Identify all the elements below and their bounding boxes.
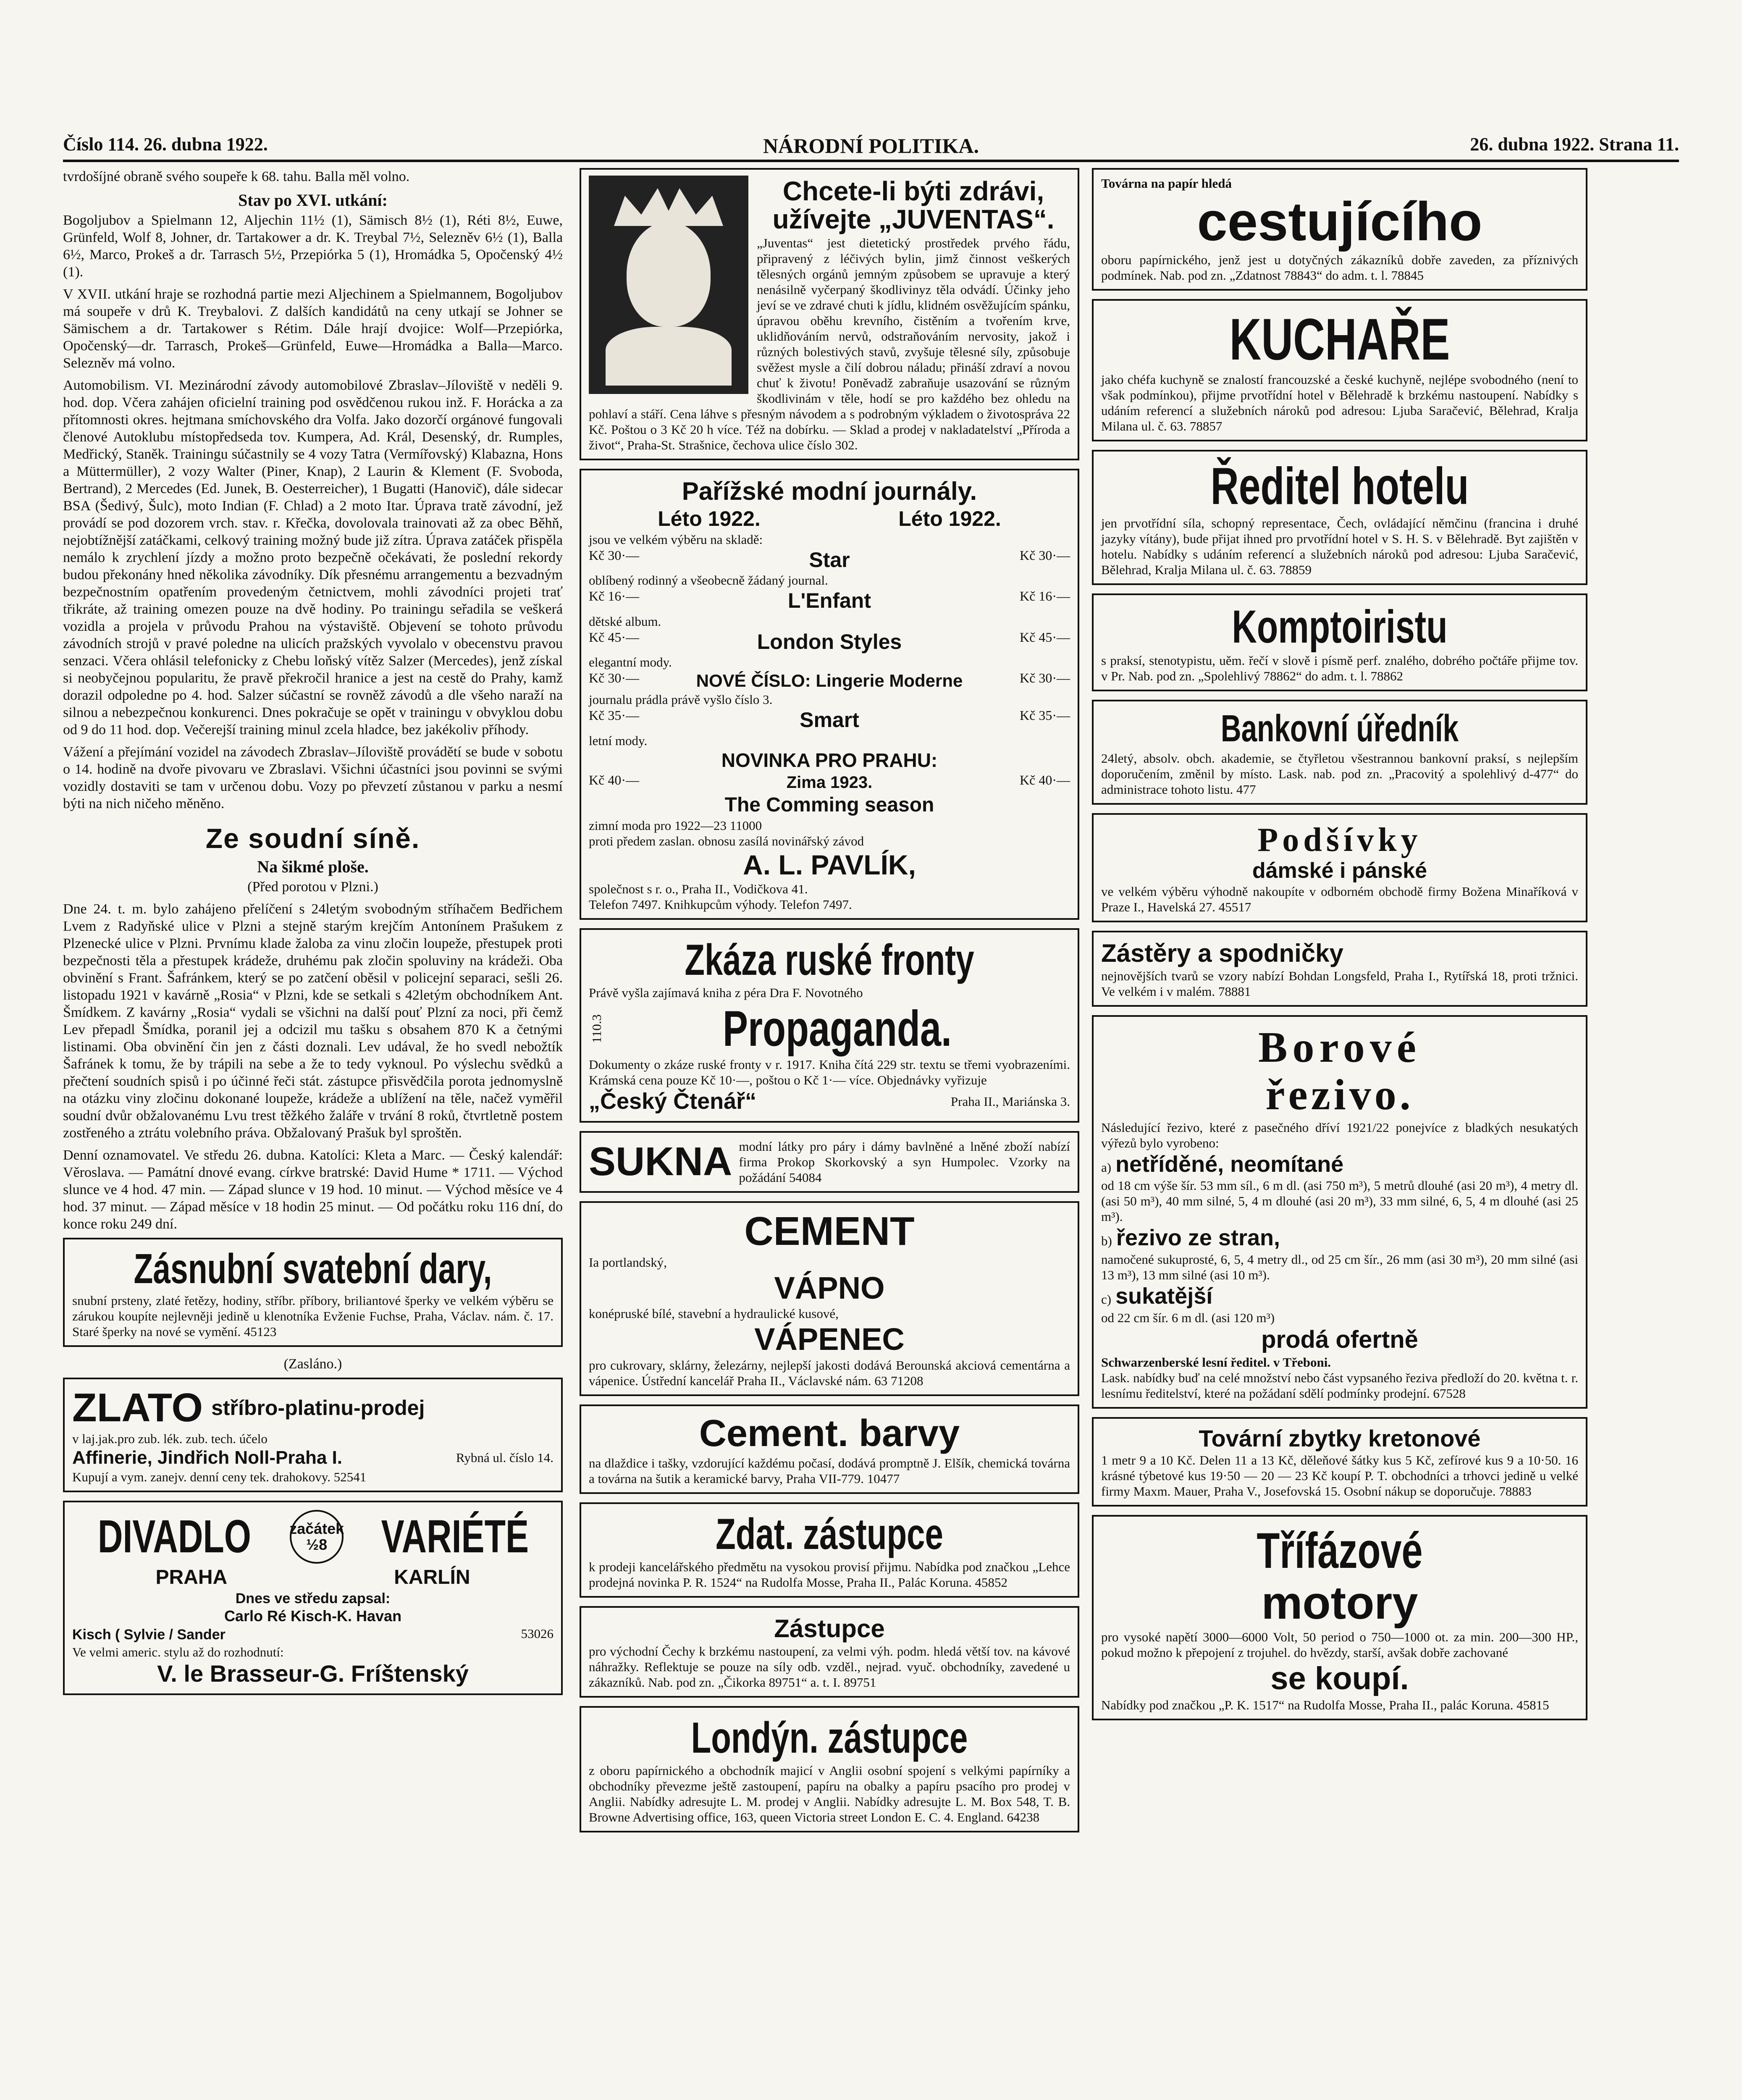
ad-motory [1092, 1515, 1587, 1720]
journal-3-name: London Styles [757, 630, 902, 654]
automobil-weighing: Vážení a přejímání vozidel na závodech Zbraslav–Jíloviště provádětí se bude v sobotu o 14. hodině na dvoře pivovaru ve Zbraslavi. Všichni účastníci jsou povinni se svými vozidly dostaviti se tam v určenou dobu. Vozy po převzetí zůstanou v parku a nesmí býti na nich ničeho měněno. [63, 744, 563, 811]
ad-journals-order: proti předem zaslan. obnosu zasílá novinářský závod [589, 833, 864, 848]
ad-zastery-title: Zástěry a spodničky [1101, 939, 1343, 968]
ad-reditel [1092, 450, 1587, 585]
journal-6-price: Kč 40·— [589, 772, 639, 788]
ad-zastery [1092, 931, 1587, 1007]
ad-cement-vapenec: VÁPENEC [754, 1322, 905, 1357]
ad-cement-text: pro cukrovary, sklárny, železárny, nejlepší jakosti dodává Berounská akciová cementárna a vápenice. Ústřední kancelář Praha II., Václavské nám. 63 71208 [589, 1358, 1070, 1388]
ad-zastupce-text: k prodeji kancelářského předmětu na vysokou provisí přijmu. Nabídka pod značkou „Lehce prodejná novinka P. R. 1524“ na Rudolfa Mosse, Praha II., Palác Koruna. 45852 [589, 1559, 1070, 1590]
ad-cement-sub: Ia portlandský, [589, 1255, 667, 1270]
ad-barvy-text: na dlaždice i tašky, vzdorující každému počasí, dodává promptně J. Elšík, chemická továrna a továrna na šutik a keramické barvy, Praha VII-779. 10477 [589, 1455, 1070, 1486]
automobil-article: Automobilism. VI. Mezinárodní závody automobilové Zbraslav–Jíloviště v neděli 9. hod. dop. Včera zahájen oficielní training pod osvědčenou rukou inž. F. Horácka a za přítomnosti okres. hejtmana smíchovského dra Volfa. Jako dozorčí orgánové fungovali členové Autoklubu místopředseda tov. Kumpera, Ad. Král, Desenský, dr. Rumples, Medřický, Staněk. Trainingu súčastnily se 4 vozy Tatra (Vermířovský) Klabazna, Hons a Müttermüller), 2 vozy Walter (Piner, Knap), 2 Laurin & Klement (F. Svoboda, Bertrand), 2 Mercedes (Ed. Junek, B. Oesterreicher), 1 Bugatti (Hanovič), dále sidecar BSA (Šedivý, Šulc), moto Indian (F. Chlad) a 2 moto Itar. Úprava tratě závodní, jež provádí se pod dozorem vrch. stav. r. Křečka, dovolovala trainovati až za obec Běhň, nejobtížnější zatáčkami, celkový training možný bude již zítra. Úprava zatáček přispěla nemálo k zrychlení jízdy a možno proto bezpečně očekávati, že poslední rekordy budou překonány hned několika závodníky. Dík přesnému arrangementu a bezvadným bezpečnostním opatřením provedeným četnictvem, mohli závodníci projeti trať třikráte, až training omezen pouze na dvě hodiny. Po trainingu seřadila se veškerá vozidla a projela v průvodu Prahou na výstaviště. Objevení se tohoto průvodu závodních strojů v pravé poledne na ulicích pražských vyvolalo v obecenstvu pravou senzaci. Včera ohlásil telefonicky z Chebu loňský vítěz Salzer (Mercedes), jenž získal si neobyčejnou popularitu, že pravě překročil hranice a jest na cestě do Prahy, kamž dorazil odpoledne po 4. hod. Salzer súčastní se rovněž závodů a dle všeho naraží na silnou a nebezpečnou konkurenci. Dnes pokračuje se opět v trainingu v obvyklou dobu od 9 do 11 hod. dop. Večerejší training minul zcela hladce, bez jakékoliv příhody. [63, 378, 563, 738]
chess-standings: Bogoljubov a Spielmann 12, Aljechin 11½ (1), Sämisch 8½ (1), Réti 8½, Euwe, Grünfeld, Wolf 8, Johner, dr. Tartakower a dr. K. Treybal 7½, Selezněv 6½ (1), Balla 6½, Marco, Prokeš a dr. Tarrasch 5½, Przepiórka 5 (1), Hromádka 5, Opočenský 4½ (1). [63, 213, 563, 280]
ad-cest-title: cestujícího [1197, 191, 1482, 252]
court-article: Dne 24. t. m. bylo zahájeno přelíčení s 24letým svobodným stříhačem Bedřichem Lvem z Radyňské ulice v Plzni a stejně starým krejčím Antonínem Prašukem z Plzenecké ulice v Plzni. Prvnímu klade žaloba za vinu zločin loupeže, přestupek proti bezpečnosti těla a přestupek krádeže, druhému pak zločin spoluviny na krádeži. Oba obvinění s Frant. Šafránkem, který se po zatčení oběsil v policejní separaci, sešli 26. listopadu 1921 v kavárně „Rosia“ v Plzni, kde se setkali s 42letým obchodníkem Ant. Šmídkem. Z kavárny „Rosia“ vydali se všichni na další pouť Plzní za noci, při čemž Lev přepadl Šmídka, poranil jej a odcizil mu tašku s obsahem 870 K a četnými listinami. Oba obvinění čin jen z části doznali. Lev udával, že ho svedl nebožtík Šafránek k tomu, že by trápili na sebe a že to tedy vyknoul. Po výslechu svědků a přečtení soudních spisů i po účinné řeči stát. zástupce přisvědčila porota jednomyslně na otázku viny zločinu dokonané loupeže, krádeže a ublížení na těle, načež vyměřil soudní dvůr obžalovanému Lvu trest těžkého žaláře v trvání 8 roků, čtvrtletně postem zostřeného a ztrátu volebního práva. Obžalovaný Prašuk byl sproštěn. [63, 901, 563, 1141]
journal-1-desc: oblíbený rodinný a všeobecně žádaný journal. [589, 573, 828, 588]
journal-6-name: The Comming season [724, 794, 934, 816]
ad-bor-a-label: a) [1101, 1160, 1112, 1175]
ad-zastupce [580, 1502, 1079, 1598]
ad-bor-intro: Následující řezivo, které z pasečného dříví 1921/22 ponejvíce z bladkých nesukatých výřezů bylo vyrobeno: [1101, 1120, 1578, 1150]
ad-motor-buy: se koupí. [1270, 1660, 1409, 1696]
ad-kuch-title: KUCHAŘE [1229, 306, 1450, 372]
ad-zastupce-2-title: Zástupce [774, 1614, 885, 1643]
ad-gold-sub: stříbro-platinu-prodej [211, 1396, 425, 1420]
journal-5-price-right: Kč 35·— [1020, 708, 1070, 723]
journal-5-name: Smart [800, 708, 859, 732]
ad-motor-title-2: motory [1261, 1577, 1418, 1629]
ad-gold-addr: Rybná ul. číslo 14. [456, 1450, 554, 1465]
ad-zastery-text: nejnovějších tvarů se vzory nabízí Bohdan Longsfeld, Praha I., Rytířská 18, proti tržnici. Ve velkém i v malém. 78881 [1101, 969, 1578, 999]
ad-borove [1092, 1015, 1587, 1408]
masthead-title: NÁRODNÍ POLITIKA. [763, 134, 979, 158]
ad-gold [63, 1378, 563, 1492]
ad-cement-vapno: VÁPNO [774, 1270, 885, 1305]
ad-zkaza [580, 928, 1079, 1123]
ad-theatre-right: VARIÉTÉ [381, 1511, 529, 1563]
ad-journals-intro: jsou ve velkém výběru na skladě: [589, 532, 763, 547]
journal-1-price-right: Kč 30·— [1020, 547, 1070, 563]
ad-bor-text: Lask. nabídky buď na celé množství nebo část vypsaného řeziva předloží do 20. května t. r. lesnímu ředitelství, které na požádaní sdělí podmínky prodejní. 67528 [1101, 1370, 1578, 1401]
ad-cest-text: oboru papírnického, jenž jest u dotyčných zákazníků dobře zaveden, za příznivých podmínek. Nab. pod zn. „Zdatnost 78843“ do adm. t. l. 78845 [1101, 252, 1578, 283]
journal-6-price-right: Kč 40·— [1020, 772, 1070, 788]
ad-sukna-title: SUKNA [589, 1139, 732, 1184]
ad-pods-title: Podšívky [1257, 821, 1422, 858]
journal-4-price: Kč 30·— [589, 670, 639, 686]
ad-theatre [63, 1501, 563, 1695]
ad-rings-title: Zásnubní svatební dary, [134, 1245, 492, 1292]
ad-motor-title: Třífázové [1257, 1522, 1423, 1579]
ad-pods-text: ve velkém výběru výhodně nakoupíte v odborném obchodě firmy Božena Minaříková v Praze I., Havelská 27. 45517 [1101, 884, 1578, 915]
daily-calendar: Denní oznamovatel. Ve středu 26. dubna. Katolíci: Kleta a Marc. — Český kalendář: Věroslava. — Památní dnové evang. církve bratrské: David Hume * 1711. — Východ slunce ve 4 hod. 47 min. — Západ slunce v 19 hod. 10 minut. — Východ měsíce ve 4 hod. 37 minut. — Západ měsíce v 18 hodin 25 minut. — Od počátku roku 116 dní, do konce roku 249 dní. [63, 1147, 563, 1232]
ad-kuchare [1092, 299, 1587, 441]
ad-journals-tel: Telefon 7497. Knihkupcům výhody. Telefon 7497. [589, 897, 852, 912]
ad-juventas [580, 168, 1079, 460]
ad-pods-sub: dámské i pánské [1252, 858, 1427, 883]
chess-round: V XVII. utkání hraje se rozhodná partie mezi Aljechinem a Spielmannem, Bogoljubov má soupeře v drů K. Treybalovi. Z dalších kandidátů na ceny utkají se Johner se Sämischem a dr. Tartakower s Rétim. Dále hrají dvojice: Wolf—Przepiórka, Opočenský—dr. Tarrasch, Prokeš—Grünfeld, Euwe—Hromádka a Balla—Marco. Selezněv má volno. [63, 286, 563, 371]
ad-gold-text: v laj.jak.pro zub. lék. zub. tech. účelo [72, 1431, 268, 1446]
column-left [63, 168, 563, 1704]
ad-motor-addr: Nabídky pod značkou „P. K. 1517“ na Rudolfa Mosse, Praha II., palác Koruna. 45815 [1101, 1697, 1549, 1712]
ad-zkaza-num: 110.3 [589, 1014, 604, 1043]
ad-zkaza-text: Dokumenty o zkáze ruské fronty v r. 1917. Kniha čítá 229 str. textu se třemi vyobrazeními. Krámská cena pouze Kč 10·—, poštou o Kč 1·— více. Objednávky vyřizuje [589, 1057, 1070, 1088]
court-title: Ze soudní síně. [205, 823, 420, 854]
issue-number: Číslo 114. 26. dubna 1922. [63, 134, 268, 155]
ad-cement-vapno-text: konépruské bílé, stavební a hydraulické kusové, [589, 1306, 839, 1321]
header-rule [63, 160, 1679, 162]
journal-3-price-right: Kč 45·— [1020, 629, 1070, 645]
journal-3-desc: elegantní mody. [589, 655, 672, 670]
journal-4-price-right: Kč 30·— [1020, 670, 1070, 686]
ad-barvy [580, 1404, 1079, 1494]
ad-sukna [580, 1131, 1079, 1193]
ad-theatre-left: DIVADLO [97, 1511, 251, 1563]
ad-theatre-role: Kisch ( Sylvie / Sander [72, 1626, 226, 1643]
journal-5-desc: letní mody. [589, 733, 648, 748]
ad-theatre-num: 53026 [521, 1626, 554, 1641]
ad-cestujiciho [1092, 168, 1587, 291]
ad-komp-title: Komptoiristu [1232, 601, 1448, 653]
ad-komp-text: s praksí, stenotypistu, uěm. řečí v slově i písmě perf. znalého, dobrého počtáře přijme tov. v Pr. Nab. pod zn. „Spolehlivý 78862“ do adm. t. l. 78862 [1101, 653, 1578, 684]
court-subtitle: Na šikmé ploše. [257, 857, 369, 876]
ad-bor-title: Borové [1258, 1023, 1421, 1072]
ad-komptoiristu [1092, 593, 1587, 692]
ad-bor-b: řezivo ze stran, [1116, 1225, 1280, 1251]
juventas-emblem-icon [589, 176, 748, 394]
ad-juventas-title: Chcete-li býti zdrávi, užívejte „JUVENTAS“. [772, 176, 1055, 235]
ad-red-title: Ředitel hotelu [1210, 457, 1469, 515]
ad-bor-c-label: c) [1101, 1292, 1112, 1307]
ad-theatre-district: KARLÍN [394, 1566, 470, 1588]
ad-cement-title: CEMENT [744, 1208, 915, 1254]
column-right [1092, 168, 1587, 1729]
ad-gold-title: ZLATO [72, 1385, 203, 1430]
ad-bor-title-2: řezivo. [1265, 1071, 1414, 1119]
journal-3-price: Kč 45·— [589, 629, 639, 645]
column-middle [580, 168, 1079, 1841]
ad-bor-firm: Schwarzenberské lesní ředitel. v Třeboni. [1101, 1354, 1331, 1370]
ad-podsivky [1092, 813, 1587, 923]
ad-theatre-note: Ve velmi americ. stylu až do rozhodnutí: [72, 1644, 284, 1659]
ad-zastupce-title: Zdat. zástupce [716, 1509, 943, 1559]
page-header [63, 134, 1679, 159]
ad-theatre-bottom: V. le Brasseur-G. Fríštenský [157, 1660, 469, 1687]
ad-red-text: jen prvotřídní síla, schopný representace, Čech, ovládající němčinu (francina i druhé jazyky vítány), bude přijat ihned pro prvotřídní hotel v S. H. S. v Bělehradě. Byt zajištěn v hotelu. Nabídky s udáním referencí a služebních nároků pod adresou: Ljuba Saračević, Bělehrad, Kralja Milana ul. č. 63. 78859 [1101, 515, 1578, 577]
ad-journals-season: Léto 1922. [658, 507, 761, 531]
chess-heading: Stav po XVI. utkání: [238, 191, 388, 210]
journal-1-price: Kč 30·— [589, 547, 639, 563]
ad-bor-a: netříděné, neomítané [1115, 1151, 1344, 1177]
ad-rings [63, 1238, 563, 1347]
ad-london-text: z oboru papírnického a obchodník majicí v Anglii osobní spojení s velkými papírníky a obchodníky převezme ještě zastoupení, papíru na obalky a papíru psacího pro prodej v Anglii. Nabídky adresujte L. M. prodej v Anglii. Nabídky adresujte L. M. Box 548, T. B. Browne Advertising office, 163, queen Victoria street London E. C. 4. England. 64238 [589, 1763, 1070, 1824]
ad-motor-text: pro vysoké napětí 3000—6000 Volt, 50 period o 750—1000 ot. za min. 200—300 HP., pokud možno k přepojení z trojuhel. do hvězdy, starší, avšak dobře zachované [1101, 1629, 1578, 1660]
ad-bankovni [1092, 700, 1587, 805]
ad-kuch-text: jako chéfa kuchyně se znalostí francouzské a české kuchyně, nejlépe svobodného (není to však podmínkou), přijme prvotřídní hotel v Bělehradě k brzkému nastoupení. Nabídky s udáním referencí a služebních nároků pod adresou: Ljuba Saračević, Bělehrad, Kralja Milana ul. č. 63. 78857 [1101, 372, 1578, 433]
ad-cement [580, 1201, 1079, 1396]
court-subtitle-2: (Před porotou v Plzni.) [247, 879, 378, 895]
journal-6-season: Zima 1923. [786, 773, 873, 792]
ad-london [580, 1706, 1079, 1832]
ad-barvy-title: Cement. barvy [699, 1412, 960, 1454]
journal-4-name: NOVÉ ČÍSLO: Lingerie Moderne [696, 671, 963, 691]
ad-journals-season-2: Léto 1922. [898, 507, 1001, 531]
zaslano-label: (Zasláno.) [283, 1356, 342, 1372]
journal-4-desc: journalu prádla právě vyšlo číslo 3. [589, 692, 773, 707]
date-page: 26. dubna 1922. Strana 11. [1470, 134, 1679, 155]
journal-2-price-right: Kč 16·— [1020, 588, 1070, 604]
ad-juventas-text: „Juventas“ jest dietetický prostředek prvého řádu, připravený z léčivých bylin, jimž činnost veškerých tělesných orgánů jemným způsobem se upravuje a který nenásilně vyčerpaný škodlivinyz těla odvádí. Účinky jeho jeví se ve zdravé chuti k jídlu, klidném osvěžujícím spánku, úpravou oběhu krevního, čistěním a tvořením krve, uklidňováním nervů, odstraňováním nervosity, jakož i různých bolestivých stavů, zvyšuje tělesné síly, způsobuje svěžest mysle a čilí dobrou náladu; přináší zdraví a novou chuť k životu! Poněvadž zabraňuje usazování se různým škodlivinám v těle, hodí se pro každého bez ohledu na pohlaví a stáří. Cena láhve s přesným návodem a s podrobným výkladem o životospráva 22 Kč. Poštou o 3 Kč 20 h více. Též na dobírku. — Sklad a prodej v nakladatelství „Příroda a život“, Praha-St. Strašnice, čechova ulice číslo 302. [589, 236, 1070, 453]
ad-zkaza-title: Zkáza ruské fronty [685, 935, 974, 984]
ad-zkaza-big: Propaganda. [722, 1000, 952, 1057]
journal-6-head: NOVINKA PRO PRAHU: [721, 749, 938, 771]
journal-2-name: L'Enfant [788, 589, 871, 613]
ad-rings-text: snubní prsteny, zlaté řetězy, hodiny, stříbr. příbory, briliantové šperky ve velkém výběru se zárukou koupíte nejlevněji jedině u klenotníka Evženie Fuchse, Praha, Václav. nám. č. 17. Staré šperky na nové se vymění. 45123 [72, 1293, 554, 1339]
ad-bor-b-label: b) [1101, 1234, 1112, 1249]
ad-kreton [1092, 1417, 1587, 1507]
journal-1-name: Star [809, 548, 850, 572]
ad-zkaza-firm: „Český Čtenář“ [589, 1089, 757, 1114]
ad-zastupce-2 [580, 1606, 1079, 1698]
ad-journals-addr: společnost s r. o., Praha II., Vodičkova 41. [589, 881, 808, 896]
chess-intro: tvrdošíjné obraně svého soupeře k 68. tahu. Balla měl volno. [63, 169, 410, 184]
ad-bor-c: sukatější [1115, 1284, 1213, 1309]
ad-london-title: Londýn. zástupce [691, 1713, 968, 1762]
ad-bank-text: 24letý, absolv. obch. akademie, se čtyřletou všestrannou bankovní praksí, s nejlepším doporučením, změnil by místo. Lask. nab. pod zn. „Pracovitý a spolehlivý d-477“ do administrace tohoto listu. 477 [1101, 751, 1578, 797]
ad-cest-head: Továrna na papír hledá [1101, 176, 1232, 191]
ad-bor-b-text: namočené sukuprosté, 6, 5, 4 metry dl., od 25 cm šír., 26 mm (asi 30 m³), 20 mm silné (asi 13 m³), 13 mm silné (asi 10 m³). [1101, 1252, 1578, 1283]
ad-bor-a-text: od 18 cm výše šír. 53 mm síl., 6 m dl. (asi 750 m³), 5 metrů dlouhé (asi 20 m³), 4 metry dl. (asi 50 m³), 40 mm silné, 5, 4 m dlouhé (asi 20 m³), 33 mm silné, 6, 5, 4 m dlouhé (asi 25 m³). [1101, 1178, 1578, 1224]
ad-bor-c-text: od 22 cm šír. 6 m dl. (asi 120 m³) [1101, 1310, 1275, 1325]
journal-5-price: Kč 35·— [589, 708, 639, 723]
ad-bank-title: Bankovní úředník [1220, 708, 1459, 750]
journal-2-desc: dětské album. [589, 614, 661, 629]
ad-kret-title: Tovární zbytky kretonové [1199, 1425, 1481, 1452]
ad-zkaza-addr: Praha II., Mariánska 3. [950, 1094, 1070, 1109]
ad-sukna-text: modní látky pro páry i dámy bavlněné a lněné zboží nabízí firma Prokop Skorkovský a syn Humpolec. Vzorky na požádání 54084 [739, 1139, 1070, 1185]
ad-zkaza-sub: Právě vyšla zajímavá kniha z péra Dra F. Novotného [589, 985, 863, 1000]
ad-gold-firm: Affinerie, Jindřich Noll-Praha I. [72, 1447, 343, 1468]
ad-theatre-first: Dnes ve středu zapsal: [235, 1591, 391, 1607]
ad-journals-firm: A. L. PAVLÍK, [743, 849, 916, 880]
ad-theatre-city: PRAHA [155, 1566, 228, 1588]
ad-zastupce-2-text: pro východní Čechy k brzkému nastoupení, za velmi výh. podm. hledá větší tov. na kávové náhražky. Reflektuje se pouze na síly odb. vzděl., nejrad. vyuč. obchodníky, zavedené u zákazníků. Nab. pod zn. „Čikorka 89751“ a. t. I. 89751 [589, 1643, 1070, 1690]
ad-theatre-time: začátek ½8 [290, 1510, 344, 1564]
ad-journals [580, 469, 1079, 920]
ad-kret-text: 1 metr 9 a 10 Kč. Delen 11 a 13 Kč, děleňové šátky kus 5 Kč, zefírové kus 9 a 10·50. 16 krásné týbetové kus 19·50 — 20 — 23 Kč koupí P. T. obchodníci a trhovci jedině u velké firmy Maxm. Mauer, Praha V., Josefovská 15. Osobní nákup se doporučuje. 78883 [1101, 1453, 1578, 1499]
journal-2-price: Kč 16·— [589, 588, 639, 604]
ad-theatre-names: Carlo Ré Kisch-K. Havan [224, 1607, 402, 1625]
ad-journals-title: Pařížské modní journály. [682, 477, 977, 506]
journal-6-desc: zimní moda pro 1922—23 11000 [589, 818, 762, 833]
ad-bor-sell: prodá ofertně [1261, 1326, 1418, 1353]
ad-gold-note: Kupují a vym. zanejv. denní ceny tek. drahokovy. 52541 [72, 1469, 367, 1484]
